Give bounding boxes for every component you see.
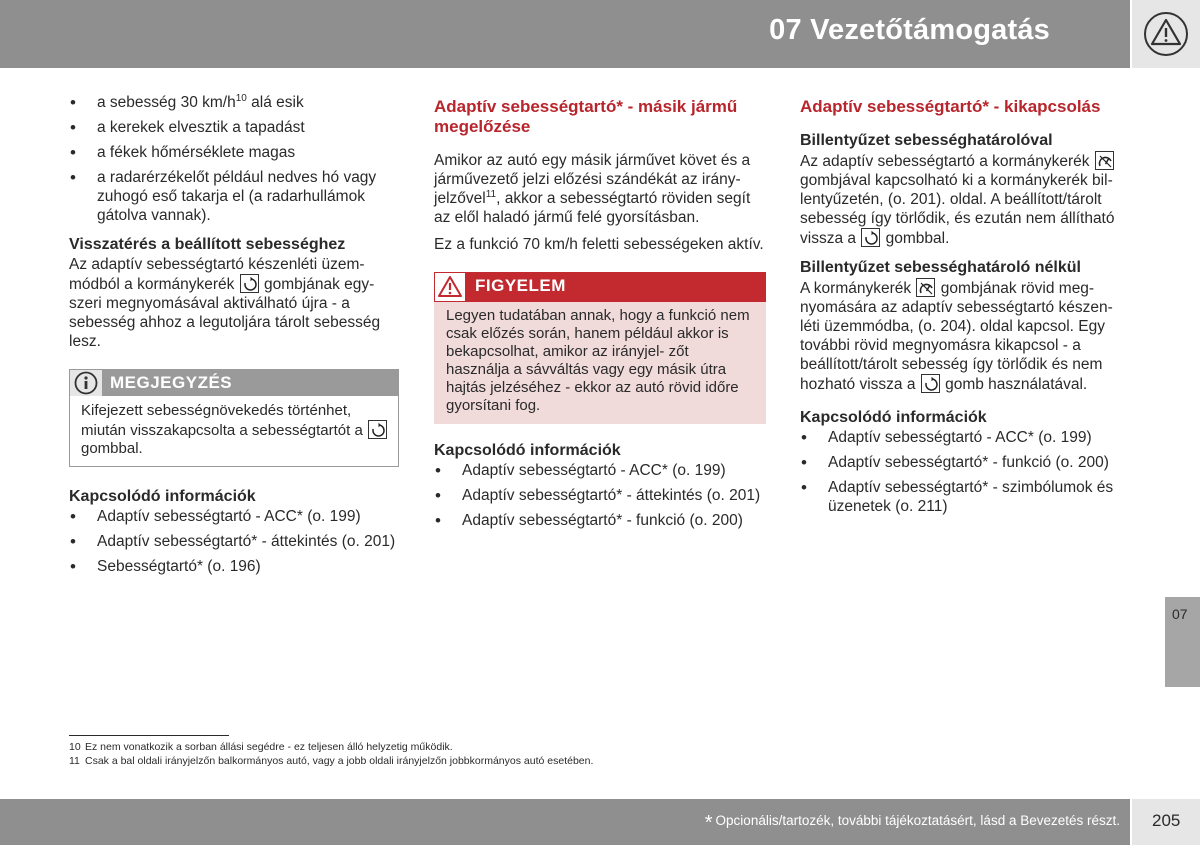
related-heading: Kapcsolódó információk [434, 442, 621, 459]
warning-header [434, 272, 766, 302]
related-link[interactable]: • Adaptív sebességtartó* - szimbólumok és üzenetek (o. 211) [800, 478, 1132, 516]
warning-icon-box [434, 272, 466, 302]
resume-arrow-icon [861, 228, 880, 247]
column-2 [434, 93, 766, 536]
footnote-divider [69, 735, 229, 736]
related-link[interactable]: • Adaptív sebességtartó* - funkció (o. 200) [800, 453, 1132, 472]
sub-heading-with-limiter: Billentyűzet sebességhatárolóval [800, 132, 1053, 149]
related-link[interactable]: • Adaptív sebességtartó - ACC* (o. 199) [434, 461, 766, 480]
note-box [69, 369, 399, 467]
warning-box [434, 272, 766, 424]
footnote: 11 Csak a bal oldali irányjelzőn balkormányos autó, vagy a jobb oldali irányjelzőn jobbkormányos autó esetében. [69, 755, 594, 767]
page-number: 205 [1152, 811, 1181, 830]
resume-arrow-icon [368, 420, 387, 439]
related-list [800, 428, 1132, 516]
section-heading-off: Adaptív sebességtartó* - kikapcsolás [800, 97, 1101, 116]
list-item: • a sebesség 30 $km/h^{10}$ alá esik [69, 93, 399, 112]
sub-heading-without-limiter: Billentyűzet sebességhatároló nélkül [800, 259, 1081, 276]
related-link[interactable]: • Adaptív sebességtartó - ACC* (o. 199) [69, 507, 399, 526]
conditions-list [69, 93, 399, 225]
overtake-paragraph: Amikor az autó egy másik járművet követ és a járművezető jelzi előzési szándékát az irány- jelzővel$^{11}$, akkor a sebességtartó röviden segít az elől haladó jármű felé gyorsításban. [434, 152, 751, 226]
info-icon [74, 371, 98, 395]
speed-paragraph: Ez a funkció 70 km/h feletti sebességeken aktív. [434, 236, 764, 253]
warning-title: FIGYELEM [475, 276, 566, 295]
chapter-title: 07 Vezetőtámogatás [769, 14, 1050, 46]
page-number-box [1132, 799, 1200, 845]
with-limiter-paragraph: Az adaptív sebességtartó a kormánykerék gombjával kapcsolható ki a kormánykerék bil- lentyűzetén, (o. 201). oldal. A beállított/tárolt sebesség így törlődik, és ezután nem állítható vissza a gombbal. [800, 153, 1115, 247]
list-item: • a fékek hőmérséklete magas [69, 143, 399, 162]
page-footer [0, 799, 1130, 845]
related-list [69, 507, 399, 576]
resume-heading: Visszatérés a beállított sebességhez [69, 236, 346, 253]
without-limiter-paragraph: A kormánykerék gombjának rövid meg- nyomására az adaptív sebességtartó készen- léti üzemmódba, (o. 204). oldal kapcsol. Egy további rövid megnyomásra kikapcsol - a beállított/tárolt sebesség így törlődik és nem hozható vissza a gomb használatával. [800, 280, 1113, 393]
section-heading-overtake: Adaptív sebességtartó* - másik jármű megelőzése [434, 97, 738, 136]
warning-body: Legyen tudatában annak, hogy a funkció nem csak előzés során, hanem például akkor is bekapcsolhat, amikor az irányjel- zőt használja a sávváltás vagy egy másik útra hajtás jelzéséhez - ekkor az autó rövid időre gyorsítani fog. [446, 307, 750, 414]
related-link[interactable]: • Sebességtartó* (o. 196) [69, 557, 399, 576]
footnotes [69, 740, 593, 768]
list-item: • a kerekek elvesztik a tapadást [69, 118, 399, 137]
speedometer-off-icon [916, 278, 935, 297]
note-header [70, 370, 398, 396]
related-heading: Kapcsolódó információk [800, 409, 987, 426]
note-title: MEGJEGYZÉS [110, 373, 233, 392]
resume-arrow-icon [240, 274, 259, 293]
related-list [434, 461, 766, 530]
header-warning-box [1132, 0, 1200, 68]
footer-note: * Opcionális/tartozék, további tájékoztatásért, lásd a Bevezetés részt. [704, 812, 1120, 834]
warning-triangle-icon [437, 275, 463, 299]
note-body: Kifejezett sebességnövekedés történhet, miután visszakapcsolta a sebességtartót a gombbal. [70, 396, 398, 466]
related-link[interactable]: • Adaptív sebességtartó* - áttekintés (o. 201) [69, 532, 399, 551]
related-link[interactable]: • Adaptív sebességtartó* - áttekintés (o. 201) [434, 486, 766, 505]
speedometer-off-icon [1095, 151, 1114, 170]
related-heading: Kapcsolódó információk [69, 488, 256, 505]
chapter-side-tab [1165, 597, 1200, 687]
related-link[interactable]: • Adaptív sebességtartó - ACC* (o. 199) [800, 428, 1132, 447]
side-tab-label: 07 [1172, 606, 1188, 622]
column-3 [800, 93, 1132, 522]
column-1 [69, 93, 399, 582]
footnote: 10 Ez nem vonatkozik a sorban állási segédre - ez teljesen álló helyzetig működik. [69, 741, 453, 753]
warning-triangle-icon [1143, 11, 1189, 57]
resume-paragraph: Az adaptív sebességtartó készenléti üzem- módból a kormánykerék gombjának egy- szeri megnyomásával aktiválható újra - a sebesség ahhoz a legutoljára tárolt sebesség lesz. [69, 256, 381, 350]
resume-arrow-icon [921, 374, 940, 393]
list-item: • a radarérzékelőt például nedves hó vagy zuhogó eső takarja el (a radarhullámok gátolva vannak). [69, 168, 399, 225]
note-icon-box [70, 370, 102, 396]
page-header [0, 0, 1130, 68]
related-link[interactable]: • Adaptív sebességtartó* - funkció (o. 200) [434, 511, 766, 530]
